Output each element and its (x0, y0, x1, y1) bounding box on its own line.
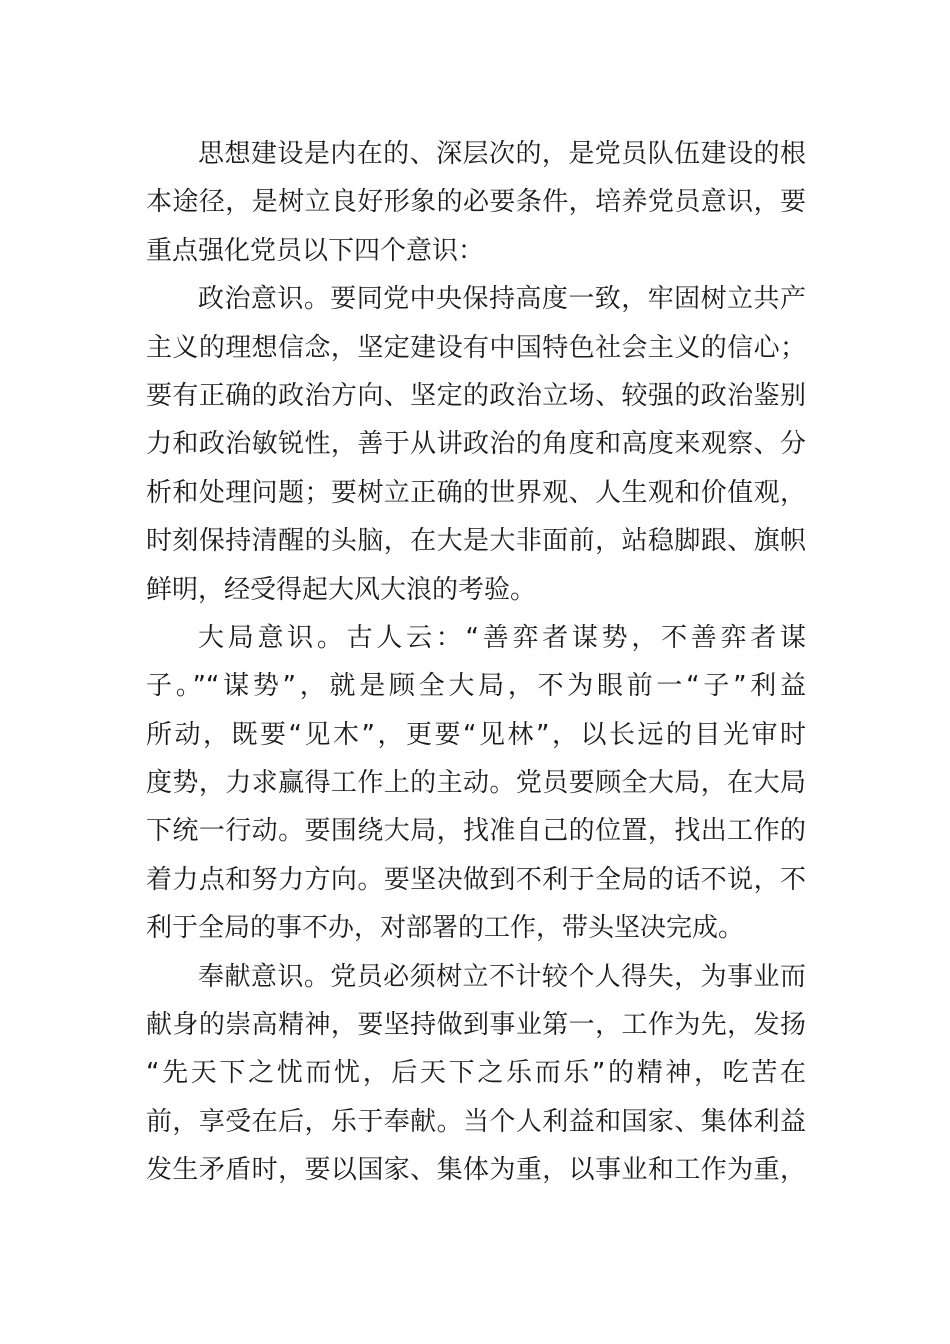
text-line: 前，享受在后，乐于奉献。当个人利益和国家、集体利益 (146, 1106, 806, 1137)
text-line: 鲜明，经受得起大风大浪的考验。 (146, 574, 537, 605)
document-body (146, 130, 806, 1195)
text-line: 所动，既要“见木”，更要“见林”，以长远的目光审时 (146, 719, 806, 750)
text-line: 思想建设是内在的、深层次的，是党员队伍建设的根 (198, 139, 806, 169)
text-line: 度势，力求赢得工作上的主动。党员要顾全大局，在大局 (146, 768, 806, 799)
text-line: 奉献意识。党员必须树立不计较个人得失，为事业而 (198, 961, 806, 992)
text-line: “先天下之忧而忧，后天下之乐而乐”的精神，吃苦在 (146, 1058, 806, 1089)
text-line: 力和政治敏锐性，善于从讲政治的角度和高度来观察、分 (146, 429, 806, 460)
text-line: 子。”“谋势”，就是顾全大局，不为眼前一“子”利益 (146, 671, 806, 702)
text-line: 时刻保持清醒的头脑，在大是大非面前，站稳脚跟、旗帜 (146, 526, 806, 557)
text-line: 着力点和努力方向。要坚决做到不利于全局的话不说，不 (146, 864, 806, 895)
text-line: 大局意识。古人云：“善弈者谋势，不善弈者谋 (198, 622, 806, 653)
text-line: 主义的理想信念，坚定建设有中国特色社会主义的信心； (146, 332, 806, 363)
text-line: 利于全局的事不办，对部署的工作，带头坚决完成。 (146, 913, 745, 944)
text-line: 发生矛盾时，要以国家、集体为重，以事业和工作为重， (146, 1155, 806, 1186)
text-line: 本途径，是树立良好形象的必要条件，培养党员意识，要 (146, 187, 806, 218)
text-line: 政治意识。要同党中央保持高度一致，牢固树立共产 (198, 284, 806, 315)
text-line: 析和处理问题；要树立正确的世界观、人生观和价值观， (146, 477, 806, 508)
text-line: 重点强化党员以下四个意识： (146, 235, 485, 266)
text-line: 献身的崇高精神，要坚持做到事业第一，工作为先，发扬 (146, 1010, 806, 1041)
text-line: 下统一行动。要围绕大局，找准自己的位置，找出工作的 (146, 816, 806, 847)
text-line: 要有正确的政治方向、坚定的政治立场、较强的政治鉴别 (146, 380, 806, 411)
